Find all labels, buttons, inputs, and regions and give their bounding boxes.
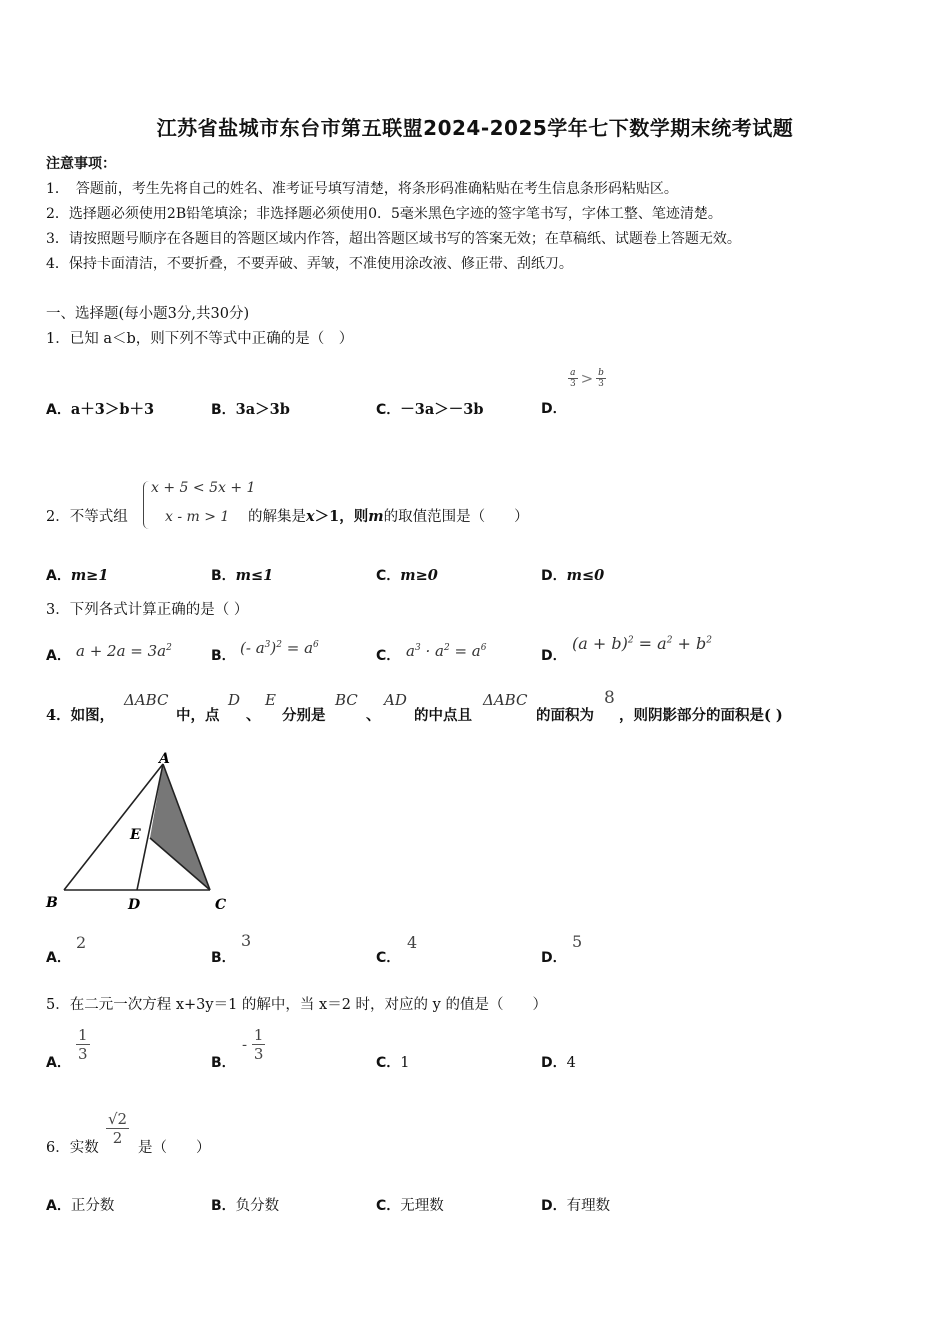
q3-option-c: C．: [376, 648, 401, 664]
math-point-d: D: [228, 691, 241, 709]
option-label: D．: [541, 401, 567, 417]
q4-option-d: D．: [541, 950, 567, 966]
q4-option-b-value: 3: [241, 931, 252, 950]
q4-option-c: C．: [376, 950, 401, 966]
question-4-text: ，则阴影部分的面积是( ): [619, 707, 783, 724]
question-4-text: 中，点: [176, 707, 220, 724]
question-4-text: 、: [366, 707, 381, 724]
q4-option-b: B．: [211, 950, 236, 966]
note-item: 2．选择题必须使用2B铅笔填涂；非选择题必须使用0．5毫米黑色字迹的签字笔书写，字体工整、笔迹清楚。: [46, 206, 722, 222]
side-ab: [64, 764, 163, 890]
question-4-text: 分别是: [282, 707, 326, 724]
math-segment-bc: BC: [335, 691, 358, 709]
q6-option-b: B．负分数: [211, 1198, 280, 1214]
fraction: $\frac{a}{3}$: [570, 368, 576, 389]
q5-option-a-fraction: $\frac{1}{3}$: [78, 1026, 88, 1063]
option-label: B．: [211, 402, 236, 418]
question-6-prefix: 6．实数: [46, 1140, 99, 1156]
question-4-num: 4．如图，: [46, 707, 115, 724]
question-6-suffix: 是（ ）: [138, 1140, 211, 1156]
system-line-1: x + 5 < 5x + 1: [151, 480, 256, 496]
q5-option-a: A．: [46, 1055, 71, 1071]
q6-option-d: D．有理数: [541, 1198, 611, 1214]
math-point-e: E: [265, 691, 276, 709]
q3-option-d: D．: [541, 648, 567, 664]
question-5-stem: 5．在二元一次方程 x+3y＝1 的解中，当 x＝2 时，对应的 y 的值是（ ）: [46, 997, 547, 1013]
q3-option-c-expression: $a^3 \cdot a^2 = a^6$: [406, 642, 487, 660]
option-label: A．: [46, 402, 71, 418]
q1-option-d: [541, 398, 567, 418]
label-b: B: [46, 895, 58, 911]
system-brace: [143, 481, 150, 529]
section-heading: 一、选择题(每小题3分,共30分): [46, 306, 250, 322]
q3-option-b-expression: (- $a^3)^2 = a^6$: [240, 639, 319, 657]
q1-option-c: [376, 398, 484, 419]
q5-option-d: D．4: [541, 1055, 576, 1071]
note-item: 1． 答题前，考生先将自己的姓名、准考证号填写清楚，将条形码准确粘贴在考生信息条形码粘贴区。: [46, 181, 678, 197]
question-4-text: 的面积为: [536, 707, 594, 724]
q3-option-b: B．: [211, 648, 236, 664]
label-e: E: [130, 827, 141, 843]
question-3-stem: 3．下列各式计算正确的是（ ）: [46, 602, 249, 618]
label-a: A: [159, 751, 170, 767]
question-2-prefix: 2．不等式组: [46, 509, 128, 525]
notes-heading: 注意事项：: [46, 156, 116, 172]
q5-option-c: C．1: [376, 1055, 410, 1071]
q2-option-a: A．m≥1: [46, 567, 109, 584]
triangle-figure: [40, 745, 240, 915]
question-1-stem: 1．已知 a＜b，则下列不等式中正确的是（ ）: [46, 331, 354, 347]
q2-option-d: D．m≤0: [541, 567, 605, 584]
q6-option-c: C．无理数: [376, 1198, 444, 1214]
q3-option-a: A．: [46, 648, 71, 664]
question-2-text: 的解集是x＞1，则m的取值范围是（ ）: [248, 508, 529, 525]
question-4-text: 的中点且: [414, 707, 472, 724]
note-item: 4．保持卡面清洁，不要折叠，不要弄破、弄皱，不准使用涂改液、修正带、刮纸刀。: [46, 256, 573, 272]
q5-option-b: B．: [211, 1055, 236, 1071]
q4-option-a: A．: [46, 950, 71, 966]
q1-option-d-expression: $\frac{a}{3}$ > $\frac{b}{3}$: [570, 368, 604, 389]
option-label: C．: [376, 402, 401, 418]
page-title: 江苏省盐城市东台市第五联盟2024-2025学年七下数学期末统考试题: [156, 116, 794, 140]
label-c: C: [215, 897, 227, 913]
q4-option-d-value: 5: [572, 932, 583, 951]
fraction: $\frac{b}{3}$: [598, 368, 604, 389]
label-d: D: [128, 897, 141, 913]
option-text: a＋3＞b＋3: [70, 401, 155, 418]
option-text: －3a＞－3b: [400, 401, 484, 418]
question-4-text: 、: [246, 707, 261, 724]
math-triangle-abc: ΔABC: [483, 691, 528, 709]
q6-fraction: $\frac{√2}{2}$: [108, 1110, 128, 1147]
q3-option-d-expression: $(a + b)^2 = a^2 + b^2$: [572, 634, 712, 653]
math-eight: 8: [604, 688, 615, 708]
note-item: 3．请按照题号顺序在各题目的答题区域内作答，超出答题区域书写的答案无效；在草稿纸、试题卷上答题无效。: [46, 231, 741, 247]
math-triangle-abc: ΔABC: [124, 691, 169, 709]
math-segment-ad: AD: [384, 691, 407, 709]
q3-option-a-expression: $a + 2a = 3a^2$: [76, 642, 172, 660]
option-text: 3a＞3b: [235, 401, 290, 418]
q6-option-a: A．正分数: [46, 1198, 115, 1214]
q5-option-b-fraction: - $\frac{1}{3}$: [242, 1026, 264, 1063]
system-line-2: x - m > 1: [165, 509, 230, 525]
q4-option-c-value: 4: [407, 933, 418, 952]
q2-option-b: B．m≤1: [211, 567, 274, 584]
q1-option-a: [46, 398, 154, 419]
q2-option-c: C．m≥0: [376, 567, 438, 584]
q4-option-a-value: 2: [76, 933, 87, 952]
q1-option-b: [211, 398, 290, 419]
